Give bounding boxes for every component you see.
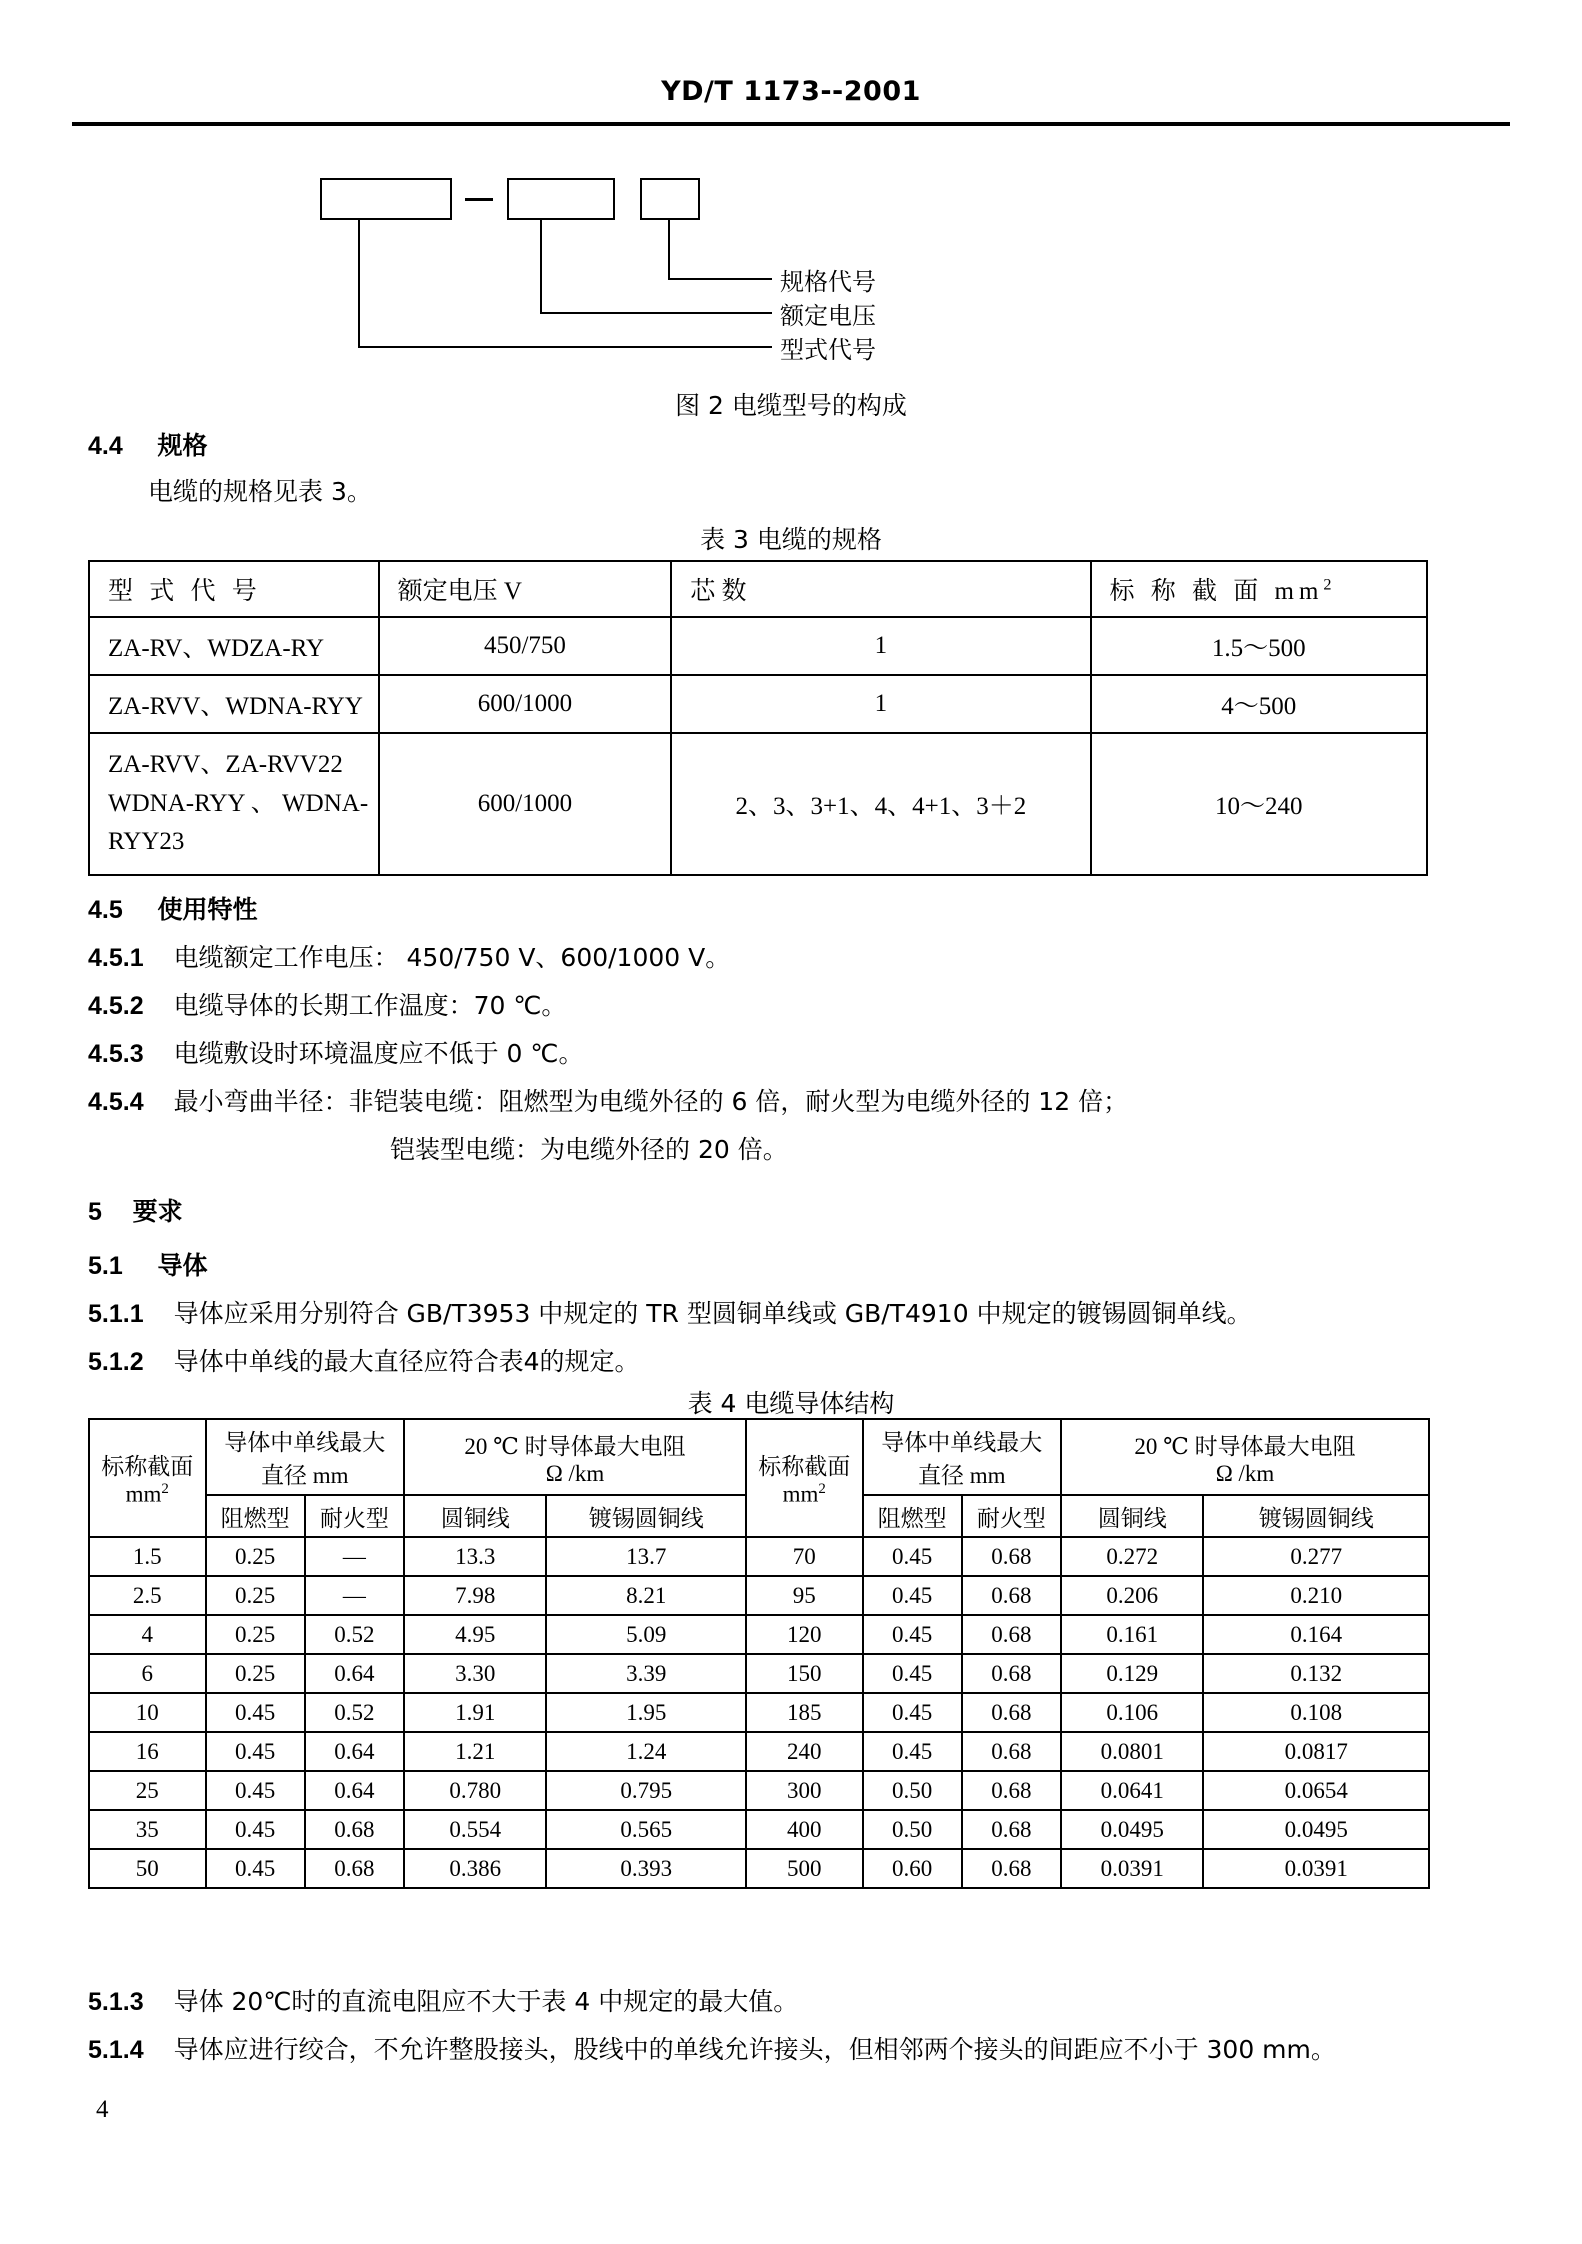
table4-cell-flame: 0.45: [863, 1576, 962, 1615]
leader-line-typecode-horizontal: [358, 346, 772, 348]
section-4-5-3-number: 4.5.3: [88, 1040, 144, 1068]
table4-cell-tinned: 0.132: [1203, 1654, 1429, 1693]
table4-cell-flame: 0.25: [206, 1615, 305, 1654]
table4-cell-tinned: 0.164: [1203, 1615, 1429, 1654]
table-4-cable-conductor-structure: [88, 1418, 1430, 1889]
section-5-1-1: [88, 1300, 1252, 1329]
table4-header-max-wire-diameter-left: 导体中单线最大 直径 mm: [206, 1419, 405, 1495]
table4-cell-section: 4: [89, 1615, 206, 1654]
section-4-4-heading: [88, 432, 208, 461]
table4-subheader-flame-left: 阻燃型: [206, 1495, 305, 1537]
table4-cell-flame: 0.45: [863, 1693, 962, 1732]
section-5-1-3-text: 导体 20℃时的直流电阻应不大于表 4 中规定的最大值。: [173, 1987, 799, 2016]
table3-cell-cores: 1: [671, 675, 1090, 733]
table4-cell-fire: 0.68: [305, 1849, 404, 1888]
table4-cell-tinned: 0.108: [1203, 1693, 1429, 1732]
table4-cell-tinned: 0.277: [1203, 1537, 1429, 1576]
table4-cell-section: 10: [89, 1693, 206, 1732]
table4-cell-tinned: 0.795: [546, 1771, 746, 1810]
table4-cell-tinned: 1.95: [546, 1693, 746, 1732]
table4-cell-flame: 0.25: [206, 1537, 305, 1576]
table3-cell-type-code: ZA-RVV、WDNA-RYY: [89, 675, 379, 733]
table4-cell-fire: 0.68: [962, 1732, 1061, 1771]
section-5-1-3-number: 5.1.3: [88, 1988, 144, 2016]
section-5-1-3: [88, 1988, 798, 2017]
table4-cell-flame: 0.45: [206, 1810, 305, 1849]
section-4-5-heading: [88, 896, 258, 925]
figure-label-rated-voltage: 额定电压: [780, 302, 876, 330]
table4-cell-section: 16: [89, 1732, 206, 1771]
section-5-1-2: [88, 1348, 639, 1377]
table4-cell-section: 300: [746, 1771, 863, 1810]
section-5-1-4-text: 导体应进行绞合，不允许整股接头，股线中的单线允许接头，但相邻两个接头的间距应不小于 300 mm。: [173, 2035, 1336, 2064]
table-row: [89, 1732, 1429, 1771]
table4-cell-copper: 0.272: [1061, 1537, 1203, 1576]
table3-cell-cores: 1: [671, 617, 1090, 675]
section-5-1-title: 导体: [157, 1251, 208, 1280]
table-row: [89, 1576, 1429, 1615]
table4-cell-section: 35: [89, 1810, 206, 1849]
table3-cell-rated-voltage: 450/750: [379, 617, 672, 675]
table4-header-max-wire-diameter-right: 导体中单线最大 直径 mm: [863, 1419, 1062, 1495]
table4-cell-tinned: 0.565: [546, 1810, 746, 1849]
leader-line-voltage-vertical: [540, 220, 542, 314]
table4-cell-copper: 1.21: [404, 1732, 546, 1771]
table-row: [89, 1849, 1429, 1888]
table4-cell-tinned: 8.21: [546, 1576, 746, 1615]
table3-header-rated-voltage: 额定电压 V: [379, 561, 672, 617]
table4-cell-tinned: 0.0817: [1203, 1732, 1429, 1771]
section-5-1-4: [88, 2036, 1336, 2065]
section-4-5-3: [88, 1040, 583, 1069]
table-row: [89, 617, 1427, 675]
table4-cell-flame: 0.25: [206, 1576, 305, 1615]
table4-cell-copper: 0.0641: [1061, 1771, 1203, 1810]
figure-box-rated-voltage: [507, 178, 615, 220]
table4-cell-fire: 0.68: [962, 1693, 1061, 1732]
table4-cell-copper: 3.30: [404, 1654, 546, 1693]
leader-line-typecode-vertical: [358, 220, 360, 348]
section-5-1-1-text: 导体应采用分别符合 GB/T3953 中规定的 TR 型圆铜单线或 GB/T4910 中规定的镀锡圆铜单线。: [173, 1299, 1252, 1328]
table4-cell-tinned: 5.09: [546, 1615, 746, 1654]
table4-cell-section: 150: [746, 1654, 863, 1693]
table4-subheader-copper-left: 圆铜线: [404, 1495, 546, 1537]
table3-cell-nominal-section: 4～500: [1091, 675, 1428, 733]
table4-cell-fire: 0.68: [962, 1576, 1061, 1615]
table4-cell-flame: 0.45: [863, 1654, 962, 1693]
table-3-caption: 表 3 电缆的规格: [700, 525, 882, 554]
section-5-1-2-number: 5.1.2: [88, 1348, 144, 1376]
table4-cell-flame: 0.45: [206, 1771, 305, 1810]
section-5-heading: [88, 1198, 183, 1227]
table4-cell-flame: 0.45: [206, 1732, 305, 1771]
table4-cell-flame: 0.45: [863, 1537, 962, 1576]
section-4-5-title: 使用特性: [157, 895, 258, 924]
section-4-4-number: 4.4: [88, 432, 123, 460]
table4-cell-copper: 0.780: [404, 1771, 546, 1810]
page-number: 4: [96, 2096, 109, 2123]
leader-line-spec-vertical: [668, 220, 670, 280]
header-divider-rule: [72, 122, 1510, 126]
table4-subheader-fire-right: 耐火型: [962, 1495, 1061, 1537]
section-5-1-number: 5.1: [88, 1252, 123, 1280]
figure-2-caption: 图 2 电缆型号的构成: [675, 391, 907, 420]
table3-type-code-line-3: RYY23: [108, 828, 185, 856]
figure-label-type-code: 型式代号: [780, 336, 876, 364]
section-4-5-4-number: 4.5.4: [88, 1088, 144, 1116]
table4-cell-fire: 0.52: [305, 1615, 404, 1654]
table4-cell-flame: 0.50: [863, 1771, 962, 1810]
table4-cell-section: 500: [746, 1849, 863, 1888]
table4-cell-flame: 0.45: [863, 1732, 962, 1771]
table4-cell-copper: 0.0801: [1061, 1732, 1203, 1771]
table4-cell-copper: 0.129: [1061, 1654, 1203, 1693]
table4-cell-flame: 0.45: [863, 1615, 962, 1654]
table4-cell-fire: 0.68: [962, 1537, 1061, 1576]
table4-cell-copper: 4.95: [404, 1615, 546, 1654]
table-row-header: [89, 561, 1427, 617]
table4-cell-copper: 0.0391: [1061, 1849, 1203, 1888]
table4-cell-fire: 0.68: [962, 1849, 1061, 1888]
table-row: [89, 1615, 1429, 1654]
table4-subheader-tinned-right: 镀锡圆铜线: [1203, 1495, 1429, 1537]
table-row: [89, 1693, 1429, 1732]
table4-header-max-resistance-right: 20 ℃ 时导体最大电阻 Ω /km: [1061, 1419, 1429, 1495]
table4-cell-section: 120: [746, 1615, 863, 1654]
table4-cell-section: 240: [746, 1732, 863, 1771]
table3-header-type-code: 型 式 代 号: [89, 561, 379, 617]
table4-cell-tinned: 13.7: [546, 1537, 746, 1576]
section-4-5-2: [88, 992, 566, 1021]
section-4-5-2-number: 4.5.2: [88, 992, 144, 1020]
figure-2-diagram: [72, 178, 1510, 364]
table-row: [89, 1654, 1429, 1693]
table-row: [89, 1810, 1429, 1849]
table4-cell-copper: 0.206: [1061, 1576, 1203, 1615]
section-4-5-1-text: 电缆额定工作电压： 450/750 V、600/1000 V。: [173, 943, 731, 972]
table3-header-nominal-section: 标 称 截 面 $mm^2$: [1091, 561, 1428, 617]
table4-cell-flame: 0.25: [206, 1654, 305, 1693]
table4-subheader-tinned-left: 镀锡圆铜线: [546, 1495, 746, 1537]
table4-cell-section: 185: [746, 1693, 863, 1732]
table4-cell-fire: 0.64: [305, 1654, 404, 1693]
table4-cell-copper: 0.554: [404, 1810, 546, 1849]
table3-type-code-line-1: ZA-RVV、ZA-RVV22: [108, 750, 343, 778]
table4-cell-tinned: 0.0391: [1203, 1849, 1429, 1888]
table-row-header: [89, 1419, 1429, 1495]
table4-cell-fire: —: [305, 1537, 404, 1576]
table-4-caption: 表 4 电缆导体结构: [687, 1389, 895, 1418]
table4-cell-fire: 0.64: [305, 1732, 404, 1771]
section-4-4-body: 电缆的规格见表 3。: [148, 477, 372, 506]
table4-cell-fire: 0.68: [962, 1771, 1061, 1810]
section-5-1-4-number: 5.1.4: [88, 2036, 144, 2064]
table4-cell-copper: 0.106: [1061, 1693, 1203, 1732]
table4-cell-section: 1.5: [89, 1537, 206, 1576]
section-5-1-1-number: 5.1.1: [88, 1300, 144, 1328]
table4-cell-copper: 0.161: [1061, 1615, 1203, 1654]
table3-cell-cores: 2、3、3+1、4、4+1、3＋2: [671, 733, 1090, 875]
table4-cell-copper: 1.91: [404, 1693, 546, 1732]
page-header-standard-number: YD/T 1173--2001: [661, 76, 921, 107]
table4-cell-tinned: 0.393: [546, 1849, 746, 1888]
leader-line-spec-horizontal: [668, 278, 772, 280]
section-4-5-2-text: 电缆导体的长期工作温度：70 ℃。: [173, 991, 567, 1020]
table4-cell-copper: 13.3: [404, 1537, 546, 1576]
table3-cell-rated-voltage: 600/1000: [379, 733, 672, 875]
table-row: [89, 733, 1427, 875]
table4-cell-fire: 0.68: [962, 1810, 1061, 1849]
table4-cell-tinned: 0.0654: [1203, 1771, 1429, 1810]
table4-cell-flame: 0.45: [206, 1693, 305, 1732]
table3-cell-type-code: [89, 733, 379, 875]
table4-cell-section: 6: [89, 1654, 206, 1693]
table-3-cable-specifications: [88, 560, 1428, 876]
table4-subheader-flame-right: 阻燃型: [863, 1495, 962, 1537]
section-4-5-4-continuation: 铠装型电缆：为电缆外径的 20 倍。: [390, 1135, 788, 1164]
table4-header-nominal-section-left: 标称截面 $mm^2$: [89, 1419, 206, 1537]
table4-cell-fire: 0.68: [962, 1654, 1061, 1693]
section-5-title: 要求: [132, 1197, 183, 1226]
table3-cell-nominal-section: 10～240: [1091, 733, 1428, 875]
section-4-5-number: 4.5: [88, 896, 123, 924]
section-4-5-4: [88, 1088, 1128, 1117]
table4-cell-copper: 0.0495: [1061, 1810, 1203, 1849]
figure-hyphen-separator: [465, 198, 493, 201]
section-5-1-2-text: 导体中单线的最大直径应符合表4的规定。: [173, 1347, 640, 1376]
table4-subheader-copper-right: 圆铜线: [1061, 1495, 1203, 1537]
table3-header-cores: 芯 数: [671, 561, 1090, 617]
table4-cell-section: 25: [89, 1771, 206, 1810]
table4-cell-flame: 0.50: [863, 1810, 962, 1849]
section-4-5-1-number: 4.5.1: [88, 944, 144, 972]
figure-label-spec-code: 规格代号: [780, 268, 876, 296]
table4-header-max-resistance-left: 20 ℃ 时导体最大电阻 Ω /km: [404, 1419, 746, 1495]
table4-cell-tinned: 0.210: [1203, 1576, 1429, 1615]
table-row: [89, 675, 1427, 733]
table4-cell-fire: 0.52: [305, 1693, 404, 1732]
table3-cell-type-code: ZA-RV、WDZA-RY: [89, 617, 379, 675]
section-4-5-3-text: 电缆敷设时环境温度应不低于 0 ℃。: [173, 1039, 584, 1068]
section-5-1-heading: [88, 1252, 208, 1281]
table4-cell-tinned: 1.24: [546, 1732, 746, 1771]
table4-cell-section: 400: [746, 1810, 863, 1849]
table3-cell-rated-voltage: 600/1000: [379, 675, 672, 733]
figure-box-spec-code: [640, 178, 700, 220]
section-4-5-4-text: 最小弯曲半径：非铠装电缆：阻燃型为电缆外径的 6 倍，耐火型为电缆外径的 12 倍；: [173, 1087, 1129, 1116]
figure-box-type-code: [320, 178, 452, 220]
table4-subheader-fire-left: 耐火型: [305, 1495, 404, 1537]
table3-cell-nominal-section: 1.5～500: [1091, 617, 1428, 675]
table4-cell-fire: —: [305, 1576, 404, 1615]
table4-cell-fire: 0.68: [962, 1615, 1061, 1654]
leader-line-voltage-horizontal: [540, 312, 772, 314]
section-5-number: 5: [88, 1198, 102, 1226]
table4-cell-section: 50: [89, 1849, 206, 1888]
table-row: [89, 1537, 1429, 1576]
table4-cell-copper: 7.98: [404, 1576, 546, 1615]
table4-cell-tinned: 3.39: [546, 1654, 746, 1693]
table4-cell-copper: 0.386: [404, 1849, 546, 1888]
table3-type-code-line-2: WDNA-RYY 、 WDNA-: [108, 789, 369, 817]
section-4-5-1: [88, 944, 730, 973]
table-row: [89, 1771, 1429, 1810]
table4-cell-section: 70: [746, 1537, 863, 1576]
table4-cell-section: 2.5: [89, 1576, 206, 1615]
table4-cell-section: 95: [746, 1576, 863, 1615]
table4-cell-fire: 0.68: [305, 1810, 404, 1849]
table4-cell-flame: 0.60: [863, 1849, 962, 1888]
section-4-4-title: 规格: [157, 431, 208, 460]
table4-header-nominal-section-right: 标称截面 $mm^2$: [746, 1419, 863, 1537]
table4-cell-tinned: 0.0495: [1203, 1810, 1429, 1849]
table4-cell-fire: 0.64: [305, 1771, 404, 1810]
table4-cell-flame: 0.45: [206, 1849, 305, 1888]
